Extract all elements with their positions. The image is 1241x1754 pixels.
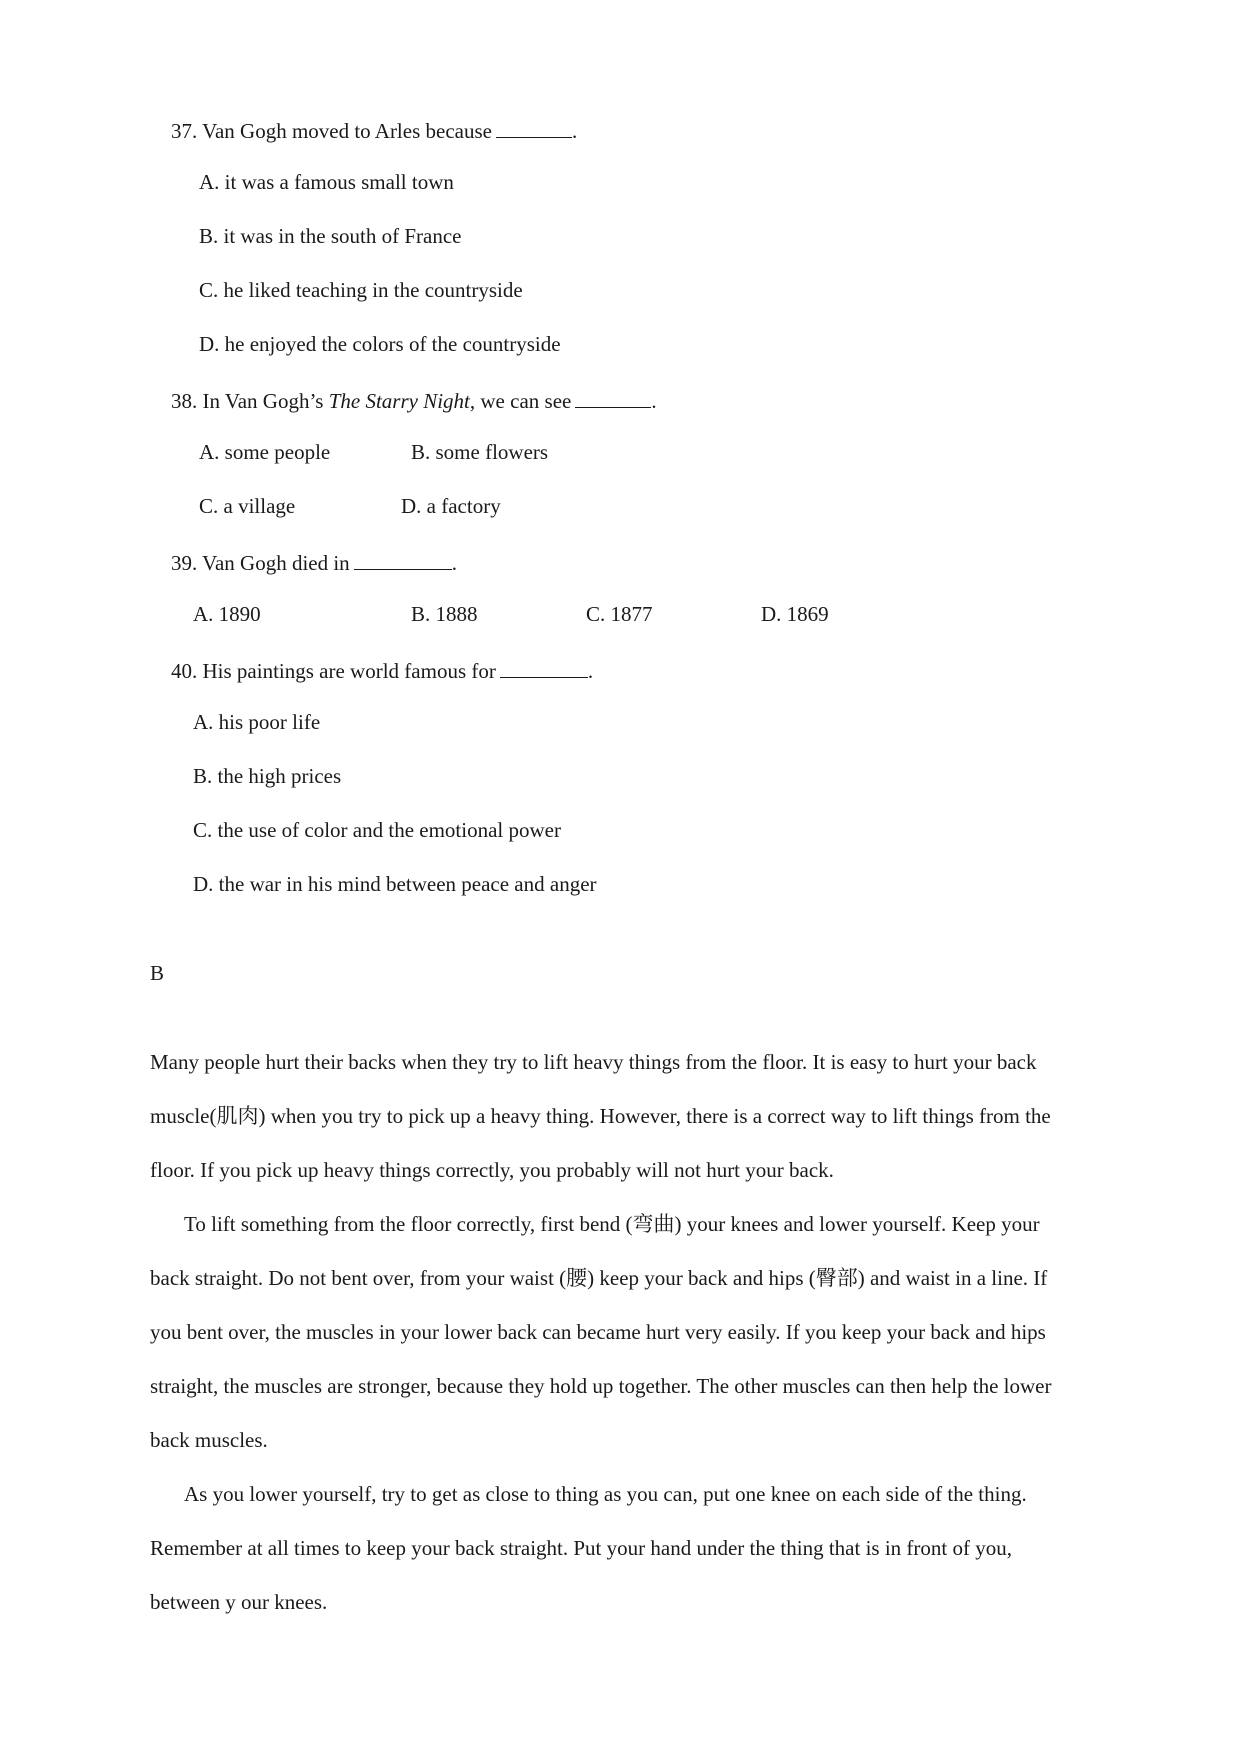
- question-37-option-b: B. it was in the south of France: [199, 224, 462, 248]
- question-38-option-c: C. a village: [199, 494, 296, 518]
- question-39-end: .: [451, 550, 457, 575]
- question-38-option-b: B. some flowers: [411, 440, 549, 464]
- passage-line: back straight. Do not bent over, from your waist (腰) keep your back and hips (臀部) and waist in a line. If: [150, 1266, 1048, 1290]
- passage-line: floor. If you pick up heavy things correctly, you probably will not hurt your back.: [150, 1158, 834, 1182]
- question-40-option-c: C. the use of color and the emotional power: [193, 818, 561, 842]
- answer-blank: [575, 388, 651, 408]
- passage-line: straight, the muscles are stronger, because they hold up together. The other muscles can then help the lower: [150, 1374, 1052, 1398]
- passage-line: As you lower yourself, try to get as close to thing as you can, put one knee on each side of the thing.: [184, 1482, 1027, 1506]
- question-39-stem: 39. Van Gogh died in: [171, 550, 350, 575]
- question-40: [171, 658, 593, 682]
- question-39-option-c: C. 1877: [586, 602, 653, 626]
- question-40-option-d: D. the war in his mind between peace and anger: [193, 872, 597, 896]
- painting-title: The Starry Night: [328, 388, 470, 413]
- question-40-end: .: [587, 658, 594, 683]
- question-38: [171, 388, 657, 412]
- question-38-stem-b: , we can see: [469, 388, 572, 413]
- passage-line: To lift something from the floor correctly, first bend (弯曲) your knees and lower yourself. Keep your: [184, 1212, 1040, 1236]
- question-37-option-a: A. it was a famous small town: [199, 170, 454, 194]
- question-38-option-a: A. some people: [199, 440, 331, 464]
- question-38-end: .: [651, 388, 657, 413]
- question-38-stem-a: 38. In Van Gogh’s: [171, 388, 329, 413]
- question-40-stem: 40. His paintings are world famous for: [171, 658, 496, 683]
- section-heading: B: [150, 961, 165, 985]
- answer-blank: [354, 550, 452, 570]
- passage-line: Remember at all times to keep your back straight. Put your hand under the thing that is in front of you,: [150, 1536, 1012, 1560]
- question-37-stem: 37. Van Gogh moved to Arles because: [171, 118, 492, 143]
- question-39-option-b: B. 1888: [411, 602, 478, 626]
- question-39: [171, 550, 457, 574]
- passage-line: between y our knees.: [150, 1590, 328, 1614]
- question-37-end: .: [571, 118, 578, 143]
- passage-line: you bent over, the muscles in your lower back can became hurt very easily. If you keep your back and hips: [150, 1320, 1046, 1344]
- question-40-option-b: B. the high prices: [193, 764, 342, 788]
- passage-line: Many people hurt their backs when they try to lift heavy things from the floor. It is easy to hurt your back: [150, 1050, 1037, 1074]
- answer-blank: [496, 118, 572, 138]
- question-40-option-a: A. his poor life: [193, 710, 321, 734]
- question-37-option-d: D. he enjoyed the colors of the countryside: [199, 332, 561, 356]
- answer-blank: [500, 658, 588, 678]
- passage-line: muscle(肌肉) when you try to pick up a heavy thing. However, there is a correct way to lift things from the: [150, 1104, 1051, 1128]
- passage-line: back muscles.: [150, 1428, 268, 1452]
- question-39-option-d: D. 1869: [761, 602, 829, 626]
- question-39-option-a: A. 1890: [193, 602, 261, 626]
- question-38-option-d: D. a factory: [401, 494, 501, 518]
- question-37-option-c: C. he liked teaching in the countryside: [199, 278, 523, 302]
- question-37: [171, 118, 577, 142]
